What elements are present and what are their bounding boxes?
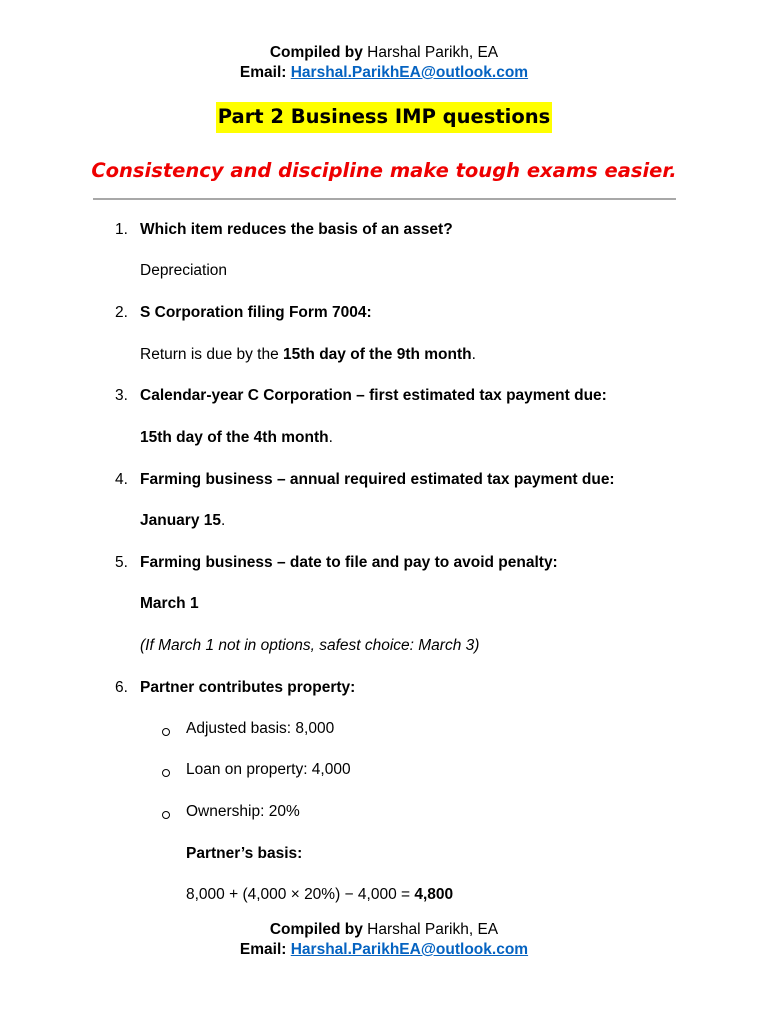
item-1-question: Which item reduces the basis of an asset?: [140, 221, 453, 238]
compiled-by-name: Harshal Parikh, EA: [362, 44, 499, 61]
item-6-formula: [186, 885, 453, 905]
item-2-answer-pre: Return is due by the: [140, 346, 284, 363]
bullet-icon: [162, 769, 170, 777]
item-6-bullet-1: Adjusted basis: 8,000: [186, 720, 335, 737]
title-wrap: [0, 102, 768, 133]
motto: Consistency and discipline make tough exams easier.: [91, 159, 677, 182]
email-line: [0, 63, 768, 83]
item-4-question: Farming business – annual required estimated tax payment due:: [140, 471, 615, 488]
item-5-number: 5.: [115, 554, 128, 571]
item-1-number: 1.: [115, 221, 128, 238]
footer-email-label: Email:: [239, 941, 287, 958]
item-3-answer: [140, 428, 333, 448]
item-5-answer: March 1: [140, 595, 199, 612]
item-4-answer: [140, 511, 225, 531]
bullet-icon: [162, 811, 170, 819]
item-4-answer-bold: January 15: [140, 512, 221, 529]
item-3-number: 3.: [115, 387, 128, 404]
item-6-basis-label: Partner’s basis:: [186, 845, 303, 862]
page-header: [0, 43, 768, 83]
bullet-icon: [162, 728, 170, 736]
page-title: Part 2 Business IMP questions: [216, 102, 552, 133]
footer-compiled-by-name: Harshal Parikh, EA: [362, 921, 499, 938]
item-4-number: 4.: [115, 471, 128, 488]
item-5-note: (If March 1 not in options, safest choice: March 3): [140, 637, 480, 654]
item-2-question: S Corporation filing Form 7004:: [140, 304, 372, 321]
item-2-number: 2.: [115, 304, 128, 321]
item-2-answer-post: .: [471, 346, 476, 363]
item-3-answer-post: .: [328, 429, 333, 446]
item-1-answer: Depreciation: [140, 262, 228, 279]
item-2-answer-bold: 15th day of the 9th month: [283, 346, 472, 363]
footer-compiled-by-line: [0, 920, 768, 940]
email-link[interactable]: Harshal.ParikhEA@outlook.com: [290, 64, 529, 81]
item-6-bullet-3: Ownership: 20%: [186, 803, 300, 820]
item-3-answer-bold: 15th day of the 4th month: [140, 429, 329, 446]
item-6-question: Partner contributes property:: [140, 679, 356, 696]
item-6-result: 4,800: [414, 886, 454, 903]
footer-compiled-by-label: Compiled by: [269, 921, 363, 938]
item-6-bullet-2: Loan on property: 4,000: [186, 761, 351, 778]
footer-email-line: [0, 940, 768, 960]
item-2-answer: [140, 345, 476, 365]
compiled-by-label: Compiled by: [269, 44, 363, 61]
compiled-by-line: [0, 43, 768, 63]
footer-email-link[interactable]: Harshal.ParikhEA@outlook.com: [290, 941, 529, 958]
page-footer: [0, 920, 768, 960]
item-4-answer-post: .: [221, 512, 226, 529]
item-6-number: 6.: [115, 679, 128, 696]
divider: [93, 198, 676, 200]
item-6-formula-text: 8,000 + (4,000 × 20%) − 4,000 =: [186, 886, 415, 903]
email-label: Email:: [239, 64, 287, 81]
item-5-question: Farming business – date to file and pay to avoid penalty:: [140, 554, 558, 571]
item-3-question: Calendar-year C Corporation – first estimated tax payment due:: [140, 387, 607, 404]
